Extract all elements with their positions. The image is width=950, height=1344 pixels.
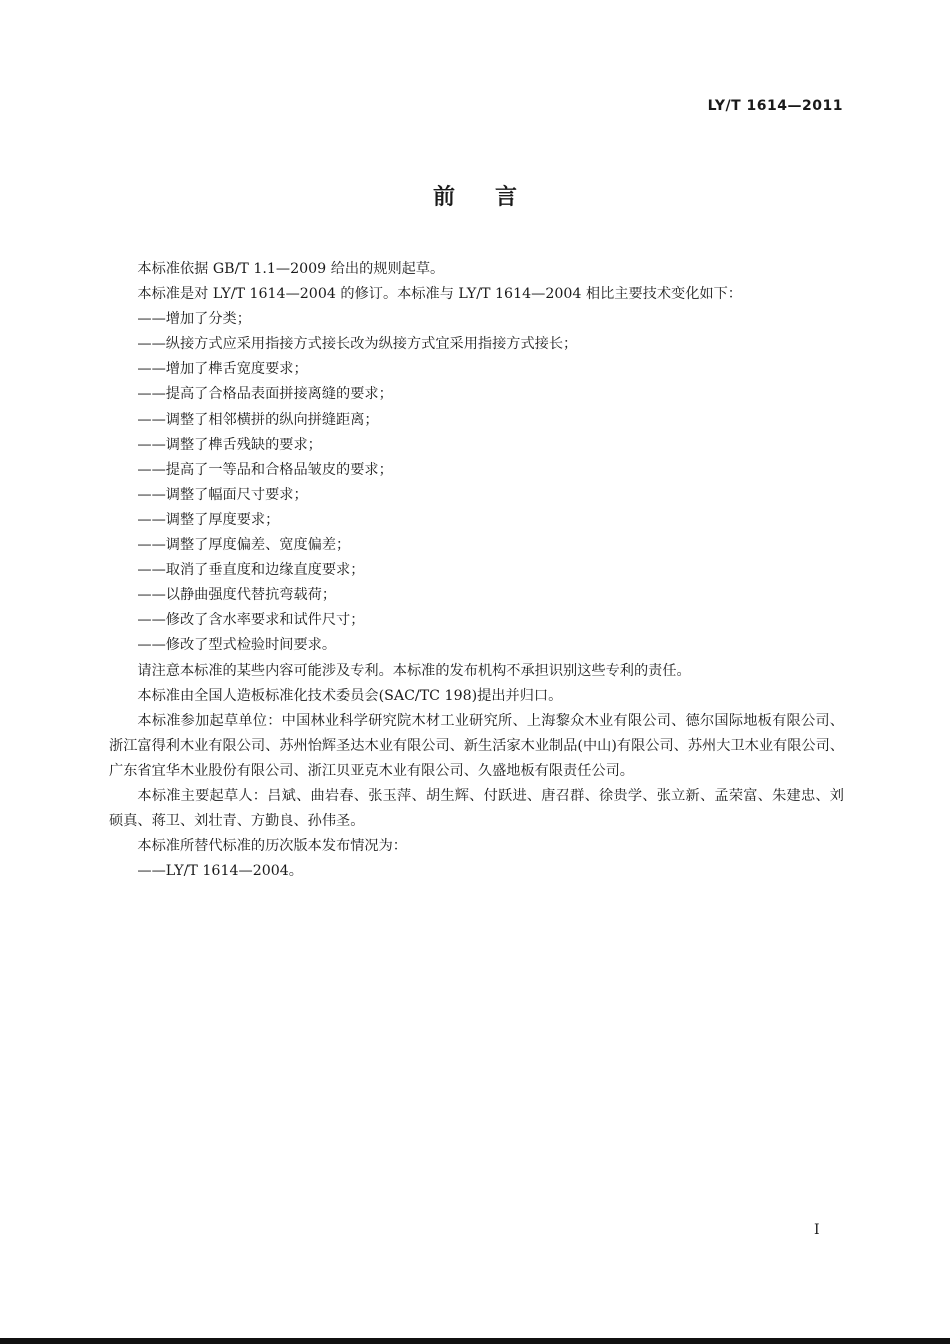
paragraph: 本标准依据 GB/T 1.1—2009 给出的规则起草。 (137, 261, 445, 277)
paragraph: 请注意本标准的某些内容可能涉及专利。本标准的发布机构不承担识别这些专利的责任。 (137, 662, 691, 679)
list-item: ——调整了榫舌残缺的要求； (137, 436, 322, 453)
list-item: ——纵接方式应采用指接方式接长改为纵接方式宜采用指接方式接长； (137, 336, 578, 353)
paragraph: 本标准所替代标准的历次版本发布情况为： (137, 838, 407, 855)
paragraph: 本标准由全国人造板标准化技术委员会(SAC/TC 198)提出并归口。 (137, 687, 563, 704)
page-title: 前言 (432, 185, 557, 210)
standard-number: LY/T 1614—2011 (707, 98, 843, 114)
list-item: ——调整了厚度要求； (137, 511, 280, 528)
list-item: ——以静曲强度代替抗弯载荷； (137, 587, 337, 604)
list-item: ——调整了幅面尺寸要求； (137, 486, 308, 503)
list-item: ——修改了型式检验时间要求。 (137, 637, 337, 654)
foreword-body (109, 257, 844, 884)
list-item: ——调整了厚度偏差、宽度偏差； (137, 537, 351, 554)
list-item: ——增加了榫舌宽度要求； (137, 361, 308, 378)
page-number: I (814, 1222, 820, 1238)
list-item: ——增加了分类； (137, 311, 251, 328)
list-item: ——提高了合格品表面拼接离缝的要求； (137, 386, 393, 403)
list-item: ——LY/T 1614—2004。 (137, 863, 303, 880)
list-item: ——取消了垂直度和边缘直度要求； (137, 562, 365, 579)
list-item: ——提高了一等品和合格品皱皮的要求； (137, 461, 393, 478)
bottom-border (0, 1338, 950, 1344)
list-item: ——调整了相邻横拼的纵向拼缝距离； (137, 411, 379, 428)
list-item: ——修改了含水率要求和试件尺寸； (137, 612, 365, 629)
paragraph: 本标准是对 LY/T 1614—2004 的修订。本标准与 LY/T 1614—2004 相比主要技术变化如下： (137, 286, 742, 303)
paragraph: 本标准参加起草单位：中国林业科学研究院木材工业研究所、上海黎众木业有限公司、德尔国际地板有限公司、浙江富得利木业有限公司、苏州怡辉圣达木业有限公司、新生活家木业制品(中山)有限公司、苏州大卫木业有限公司、广东省宜华木业股份有限公司、浙江贝亚克木业有限公司、久盛地板有限责任公司。 (109, 712, 844, 779)
paragraph: 本标准主要起草人：吕斌、曲岩春、张玉萍、胡生辉、付跃进、唐召群、徐贵学、张立新、孟荣富、朱建忠、刘硕真、蒋卫、刘壮青、方勤良、孙伟圣。 (109, 787, 844, 830)
